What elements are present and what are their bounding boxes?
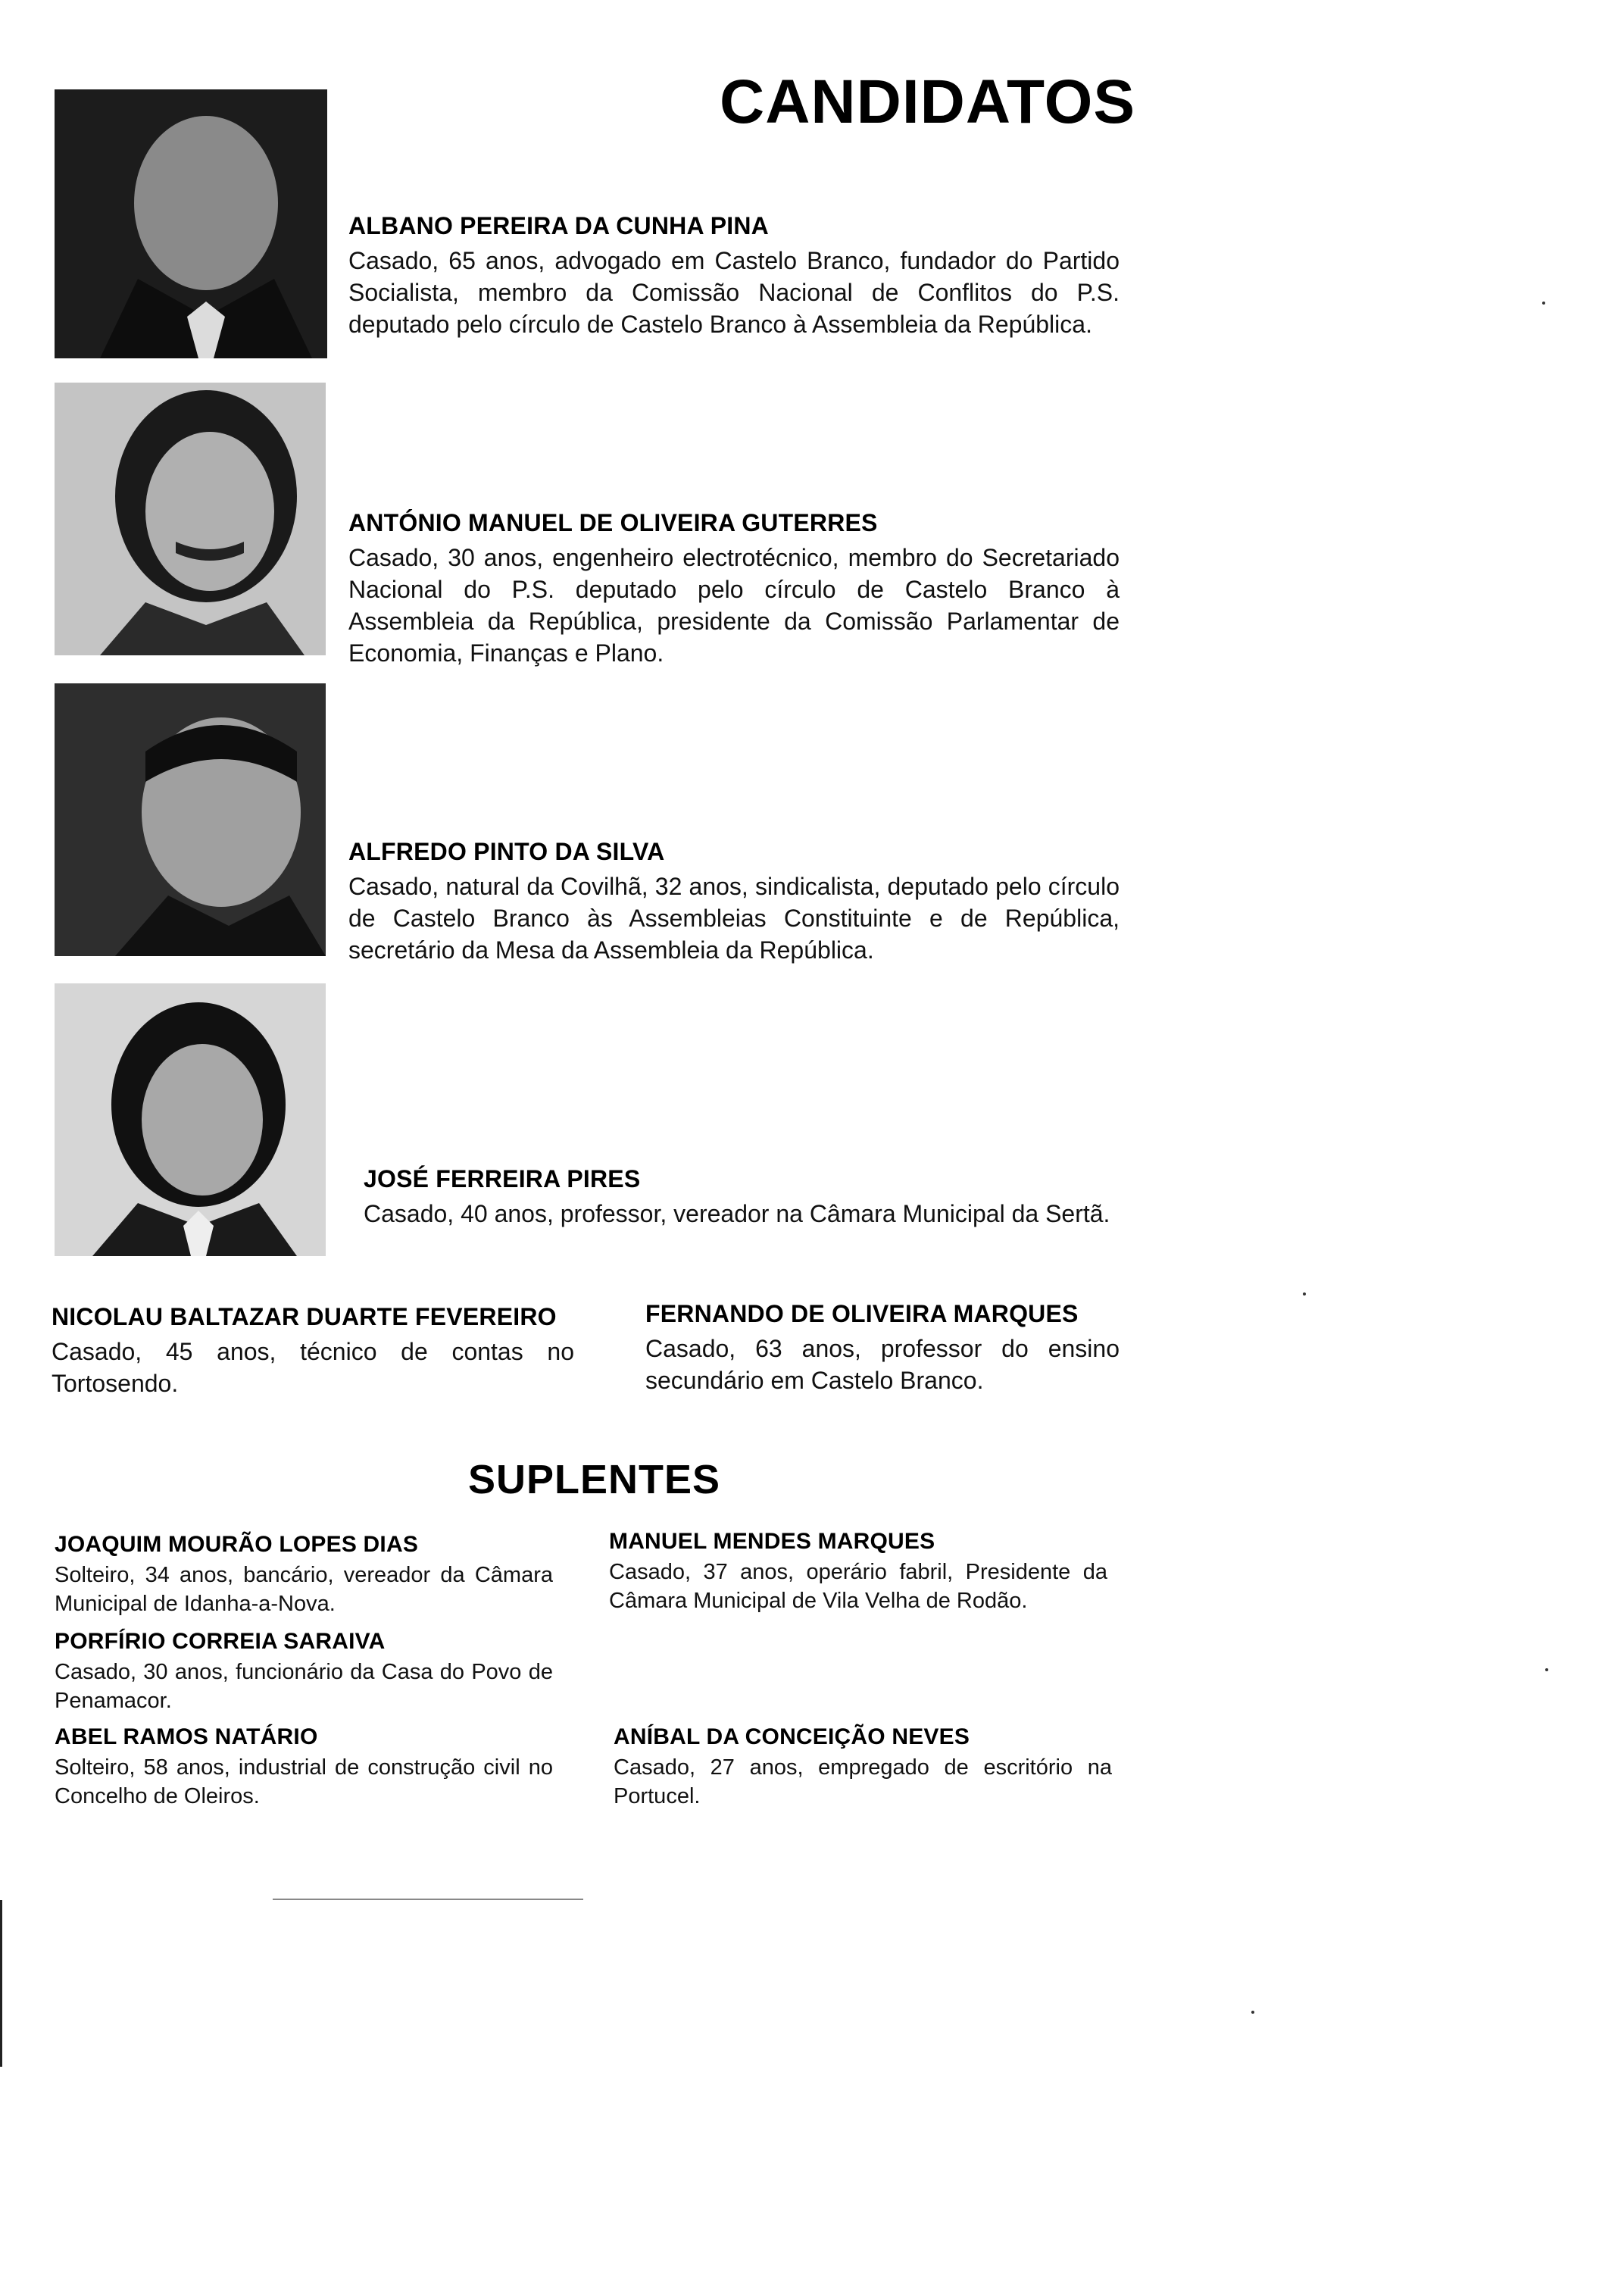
- scan-edge: [0, 1900, 2, 2067]
- suplente-name: PORFÍRIO CORREIA SARAIVA: [55, 1629, 386, 1654]
- candidate-entry-4: [364, 1165, 1121, 1230]
- candidate-name: FERNANDO DE OLIVEIRA MARQUES: [645, 1300, 1079, 1327]
- suplente-entry-4: [609, 1529, 1107, 1615]
- candidate-entry-2: [348, 509, 1120, 669]
- suplente-description: Casado, 37 anos, operário fabril, Presidente da Câmara Municipal de Vila Velha de Rodão.: [609, 1560, 1107, 1613]
- suplente-entry-2: [55, 1629, 553, 1715]
- candidate-entry-6: [645, 1300, 1120, 1396]
- suplente-name: MANUEL MENDES MARQUES: [609, 1529, 935, 1554]
- candidate-description: Casado, natural da Covilhã, 32 anos, sindicalista, deputado pelo círculo de Castelo Branco às Assembleias Constituinte e de República, secretário da Mesa da Assembleia da República.: [348, 873, 1120, 964]
- candidate-entry-1: [348, 212, 1120, 340]
- candidate-entry-3: [348, 838, 1120, 966]
- candidate-photo-2: [55, 383, 326, 655]
- candidate-photo-3: [55, 683, 326, 956]
- suplente-name: ANÍBAL DA CONCEIÇÃO NEVES: [614, 1724, 970, 1749]
- suplente-entry-1: [55, 1532, 553, 1618]
- candidate-photo-1: [55, 89, 327, 358]
- suplentes-title: SUPLENTES: [468, 1457, 721, 1502]
- candidate-description: Casado, 63 anos, professor do ensino secundário em Castelo Branco.: [645, 1335, 1120, 1394]
- scan-speck: [1251, 2011, 1254, 2014]
- suplente-entry-3: [55, 1724, 553, 1811]
- page-title: CANDIDATOS: [720, 67, 1136, 136]
- scan-speck: [1303, 1292, 1306, 1296]
- suplente-entry-5: [614, 1724, 1112, 1811]
- candidate-name: ALBANO PEREIRA DA CUNHA PINA: [348, 212, 769, 239]
- candidate-name: NICOLAU BALTAZAR DUARTE FEVEREIRO: [52, 1303, 557, 1330]
- suplente-description: Casado, 27 anos, empregado de escritório na Portucel.: [614, 1755, 1112, 1808]
- suplente-description: Casado, 30 anos, funcionário da Casa do Povo de Penamacor.: [55, 1660, 553, 1713]
- candidate-name: ANTÓNIO MANUEL DE OLIVEIRA GUTERRES: [348, 509, 878, 536]
- candidate-description: Casado, 45 anos, técnico de contas no Tortosendo.: [52, 1338, 574, 1397]
- candidate-entry-5: [52, 1303, 574, 1399]
- suplente-description: Solteiro, 58 anos, industrial de construção civil no Concelho de Oleiros.: [55, 1755, 553, 1808]
- candidate-description: Casado, 40 anos, professor, vereador na Câmara Municipal da Sertã.: [364, 1200, 1110, 1227]
- scan-speck: [1542, 302, 1545, 305]
- suplente-name: JOAQUIM MOURÃO LOPES DIAS: [55, 1532, 419, 1557]
- scan-streak: [273, 1899, 583, 1900]
- suplente-name: ABEL RAMOS NATÁRIO: [55, 1724, 318, 1749]
- candidate-photo-4: [55, 983, 326, 1256]
- candidate-description: Casado, 65 anos, advogado em Castelo Branco, fundador do Partido Socialista, membro da Comissão Nacional de Conflitos do P.S. deputado pelo círculo de Castelo Branco à Assembleia da República.: [348, 247, 1120, 338]
- candidate-name: JOSÉ FERREIRA PIRES: [364, 1165, 641, 1192]
- candidate-name: ALFREDO PINTO DA SILVA: [348, 838, 665, 865]
- candidate-description: Casado, 30 anos, engenheiro electrotécnico, membro do Secretariado Nacional do P.S. deputado pelo círculo de Castelo Branco à Assembleia da República, presidente da Comissão Parlamentar de Economia, Finanças e Plano.: [348, 544, 1120, 667]
- scan-speck: [1545, 1668, 1548, 1671]
- suplente-description: Solteiro, 34 anos, bancário, vereador da Câmara Municipal de Idanha-a-Nova.: [55, 1563, 553, 1616]
